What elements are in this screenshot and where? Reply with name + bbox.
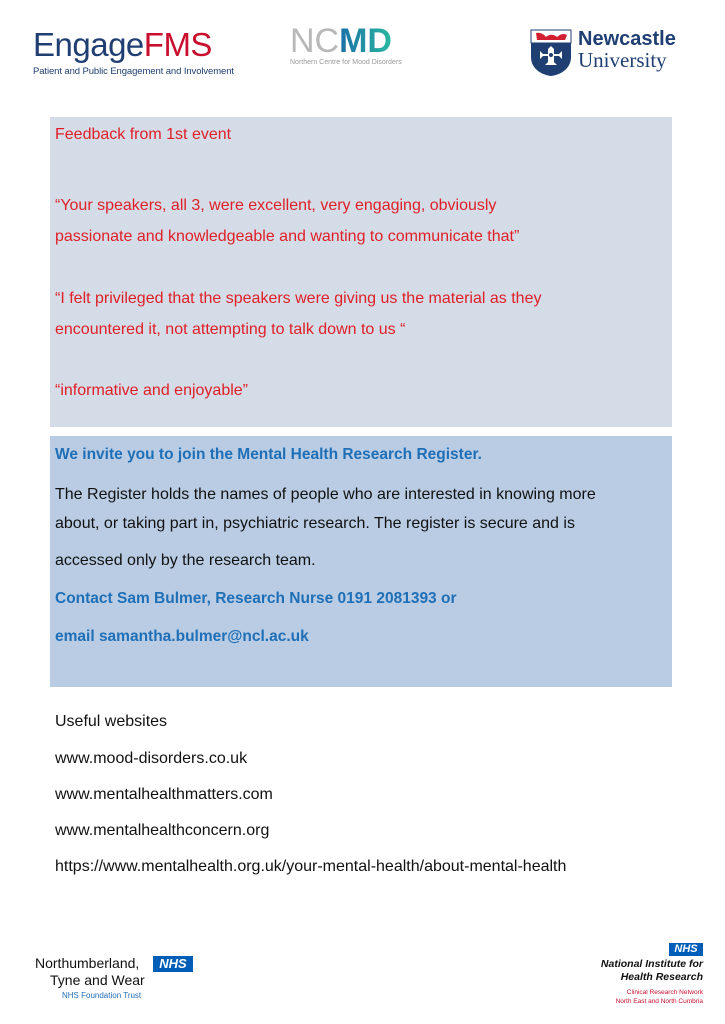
website-link[interactable]: https://www.mentalhealth.org.uk/your-mental-health/about-mental-health: [55, 858, 567, 875]
newcastle-university-logo: [530, 28, 700, 80]
nihr-logo: [585, 943, 705, 1013]
website-link[interactable]: www.mentalhealthmatters.com: [55, 786, 273, 803]
nihr-line-3: Clinical Research Network: [626, 989, 703, 996]
website-link[interactable]: www.mood-disorders.co.uk: [55, 750, 248, 767]
ntw-line-3: NHS Foundation Trust: [62, 991, 142, 1000]
feedback-quote-2-line-1: “I felt privileged that the speakers were giving us the material as they: [55, 290, 542, 307]
engagefms-wordmark: [33, 27, 233, 63]
nhs-badge-icon: NHS: [669, 943, 703, 956]
ncmd-subtitle: Northern Centre for Mood Disorders: [290, 59, 402, 66]
nihr-line-1: National Institute for: [600, 958, 703, 970]
nihr-line-2: Health Research: [620, 971, 703, 983]
register-body-line-3: accessed only by the research team.: [55, 552, 316, 569]
engage-text: Engage: [33, 26, 144, 63]
ntw-nhs-trust-logo: [35, 955, 205, 1005]
nihr-line-4: North East and North Cumbria: [615, 998, 703, 1005]
register-contact: Contact Sam Bulmer, Research Nurse 0191 2081393 or: [55, 590, 457, 607]
university-shield-icon: [530, 29, 572, 77]
ncmd-logo: [290, 23, 430, 73]
feedback-quote-1-line-1: “Your speakers, all 3, were excellent, very engaging, obviously: [55, 197, 497, 214]
feedback-heading: Feedback from 1st event: [55, 126, 232, 143]
feedback-quote-1-line-2: passionate and knowledgeable and wanting to communicate that”: [55, 228, 520, 245]
register-body-line-1: The Register holds the names of people who are interested in knowing more: [55, 486, 596, 503]
university-text: University: [578, 48, 667, 72]
research-register-panel: [50, 436, 672, 687]
feedback-quote-3: “informative and enjoyable”: [55, 382, 248, 399]
useful-websites-heading: Useful websites: [55, 713, 168, 730]
nhs-badge-icon: NHS: [153, 956, 193, 972]
ncmd-wordmark: [290, 23, 430, 59]
newcastle-text: Newcastle: [578, 28, 676, 50]
register-email-link[interactable]: email samantha.bulmer@ncl.ac.uk: [55, 628, 309, 645]
register-body-line-2: about, or taking part in, psychiatric research. The register is secure and is: [55, 515, 575, 532]
fms-text: FMS: [143, 26, 212, 63]
feedback-panel: [50, 117, 672, 427]
ntw-line-2: Tyne and Wear: [50, 972, 145, 988]
website-link[interactable]: www.mentalhealthconcern.org: [55, 822, 270, 839]
register-heading: We invite you to join the Mental Health Research Register.: [55, 446, 482, 463]
engagefms-logo: [33, 27, 233, 87]
ncmd-md-text: MD: [339, 22, 392, 60]
ncmd-nc-text: NC: [290, 22, 340, 60]
engagefms-tagline: Patient and Public Engagement and Involvement: [33, 66, 234, 77]
feedback-quote-2-line-2: encountered it, not attempting to talk down to us “: [55, 321, 406, 338]
ntw-line-1: Northumberland,: [35, 955, 140, 971]
